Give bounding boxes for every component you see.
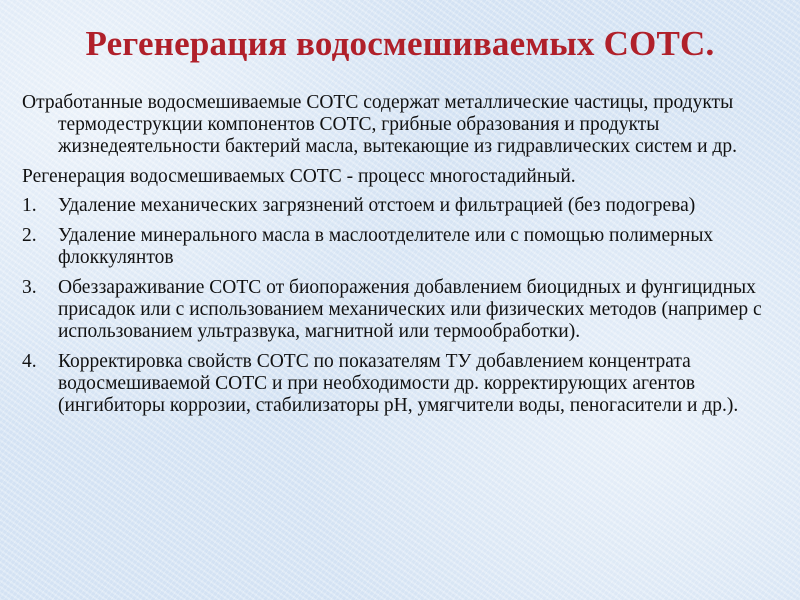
slide-body	[22, 92, 774, 425]
statement-paragraph: Регенерация водосмешиваемых СОТС - процесс многостадийный.	[22, 166, 576, 187]
list-item-text: Обеззараживание СОТС от биопоражения добавлением биоцидных и фунгицидных присадок или с использованием механических или физических методов (например с использованием ультразвука, магнитной или термообработки).	[58, 277, 762, 342]
list-item-number: 1.	[22, 195, 37, 216]
list-item-text: Корректировка свойств СОТС по показателям ТУ добавлением концентрата водосмешиваемой СОТС и при необходимости др. корректирующих агентов (ингибиторы коррозии, стабилизаторы pH, умягчители воды, пеногасители и др.).	[58, 351, 739, 416]
list-item	[22, 225, 774, 269]
list-item-number: 3.	[22, 277, 37, 298]
intro-paragraph: Отработанные водосмешиваемые СОТС содержат металлические частицы, продукты термодеструкции компонентов СОТС, грибные образования и продукты жизнедеятельности бактерий масла, вытекающие из гидравлических систем и др.	[22, 92, 737, 157]
list-item	[22, 195, 774, 217]
list-item	[22, 351, 774, 417]
steps-list	[22, 195, 774, 417]
list-item-text: Удаление минерального масла в маслоотделителе или с помощью полимерных флоккулянтов	[58, 225, 714, 268]
list-item-text: Удаление механических загрязнений отстоем и фильтрацией (без подогрева)	[58, 195, 696, 216]
slide-title: Регенерация водосмешиваемых СОТС.	[85, 24, 715, 63]
list-item	[22, 277, 774, 343]
list-item-number: 4.	[22, 351, 37, 372]
list-item-number: 2.	[22, 225, 37, 246]
